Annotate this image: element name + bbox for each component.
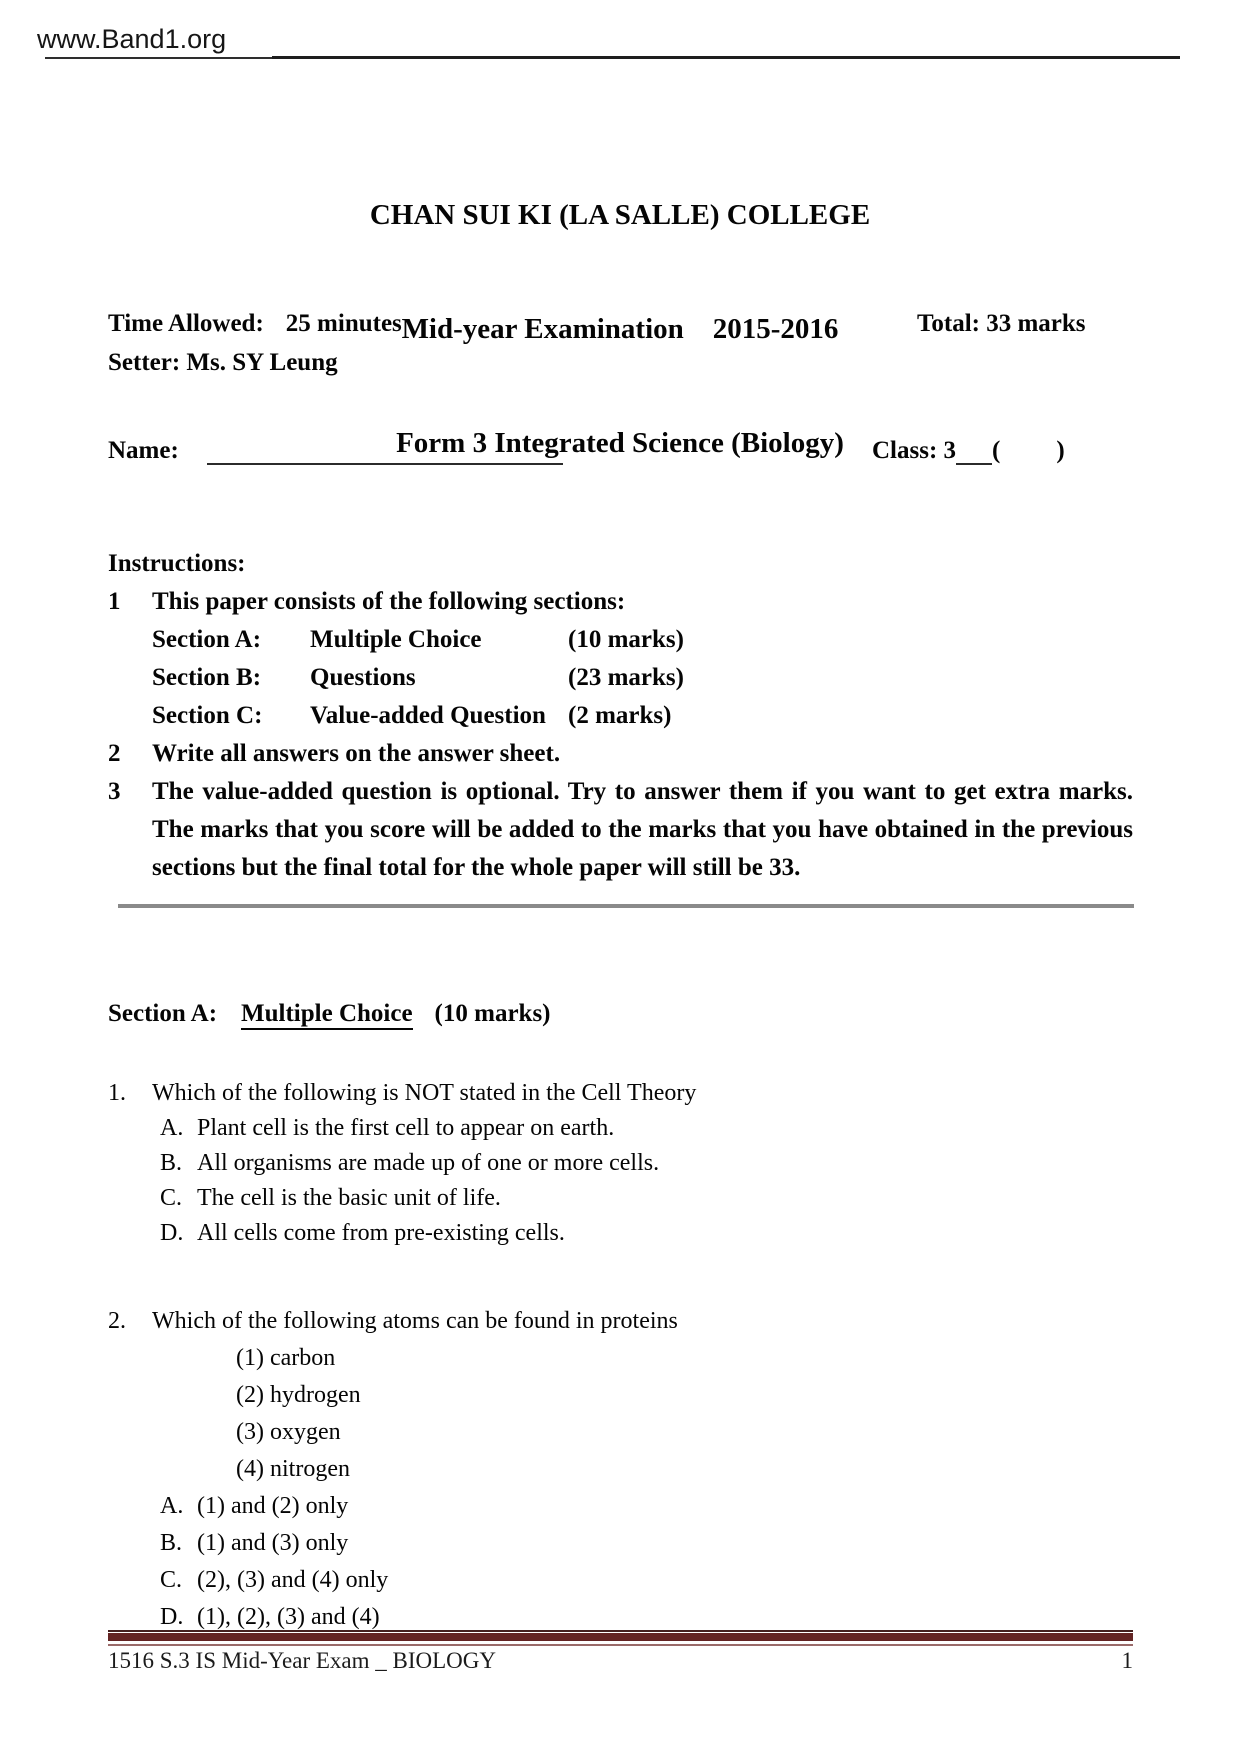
question-2-text: Which of the following atoms can be found in proteins [152, 1308, 678, 1334]
question-1-option-c [108, 1181, 1133, 1216]
question-2-statement-1: (1) carbon [236, 1345, 336, 1371]
section-row-a [152, 621, 1133, 659]
header-site-text: www.Band1.org [37, 24, 227, 54]
section-a-heading-label: Section A: [108, 1000, 218, 1027]
footer-document-title: 1516 S.3 IS Mid-Year Exam _ BIOLOGY [108, 1648, 497, 1673]
instruction-item-2 [108, 735, 1133, 773]
option-text: (1) and (2) only [197, 1493, 349, 1519]
instruction-item-1 [108, 583, 1133, 735]
section-a-label: Section A: [152, 626, 262, 653]
instruction-3-text: The value-added question is optional. Try to answer them if you want to get extra marks. The marks that you score will be added to the marks that you have obtained in the previous sections but the final total for the whole paper will still be 33. [152, 778, 1133, 881]
name-row [108, 437, 563, 465]
class-row [872, 437, 1065, 465]
name-blank-line [207, 440, 563, 465]
footer-rule-bar [108, 1633, 1133, 1641]
section-row-b [152, 659, 1133, 697]
time-allowed-label: Time Allowed: [108, 310, 264, 337]
question-1-option-d [108, 1216, 1133, 1251]
header-rule [272, 56, 1180, 59]
question-2 [108, 1303, 1133, 1636]
section-row-c [152, 697, 1133, 735]
section-b-label: Section B: [152, 664, 262, 691]
section-b-name: Questions [310, 664, 416, 691]
section-c-label: Section C: [152, 702, 263, 729]
option-text: (2), (3) and (4) only [197, 1567, 389, 1593]
total-marks: Total: 33 marks [917, 310, 1086, 337]
option-letter: B. [160, 1150, 183, 1176]
instruction-1-body [152, 583, 1133, 735]
exam-name: Mid-year Examination 2015-2016 [401, 313, 839, 345]
option-letter: A. [160, 1493, 184, 1519]
section-a-heading [108, 1000, 551, 1028]
question-2-statement-3: (3) oxygen [236, 1419, 341, 1445]
option-text: The cell is the basic unit of life. [197, 1185, 501, 1211]
option-letter: A. [160, 1115, 184, 1141]
instruction-2-number: 2 [108, 740, 121, 767]
footer-rule-bottom [108, 1644, 1133, 1646]
question-1-stem [108, 1076, 1133, 1111]
instructions-heading: Instructions: [108, 550, 246, 577]
question-1-number: 1. [108, 1080, 126, 1106]
option-text: All organisms are made up of one or more cells. [197, 1150, 660, 1176]
time-allowed-row [108, 310, 402, 338]
question-2-option-a [108, 1488, 1133, 1525]
subject-name: Form 3 Integrated Science (Biology) [396, 427, 844, 459]
question-2-statement-4: (4) nitrogen [236, 1456, 350, 1482]
question-2-statement-2: (2) hydrogen [236, 1382, 361, 1408]
instruction-2-text: Write all answers on the answer sheet. [152, 740, 561, 767]
footer-page-number: 1 [1121, 1648, 1133, 1673]
class-label: Class: 3 [872, 437, 957, 464]
class-blank-line [956, 440, 992, 465]
question-1-option-b [108, 1146, 1133, 1181]
instruction-item-3 [108, 773, 1133, 887]
question-2-option-b [108, 1525, 1133, 1562]
footer-rule-top [108, 1630, 1133, 1632]
question-1-text: Which of the following is NOT stated in the Cell Theory [152, 1080, 697, 1106]
paren-open: ( [992, 437, 1001, 464]
instructions-block [108, 545, 1133, 887]
paren-close: ) [1056, 437, 1065, 464]
section-b-marks: (23 marks) [568, 664, 684, 691]
option-letter: D. [160, 1220, 184, 1246]
question-1-option-a [108, 1111, 1133, 1146]
instruction-1-number: 1 [108, 588, 121, 615]
footer [108, 1648, 1133, 1674]
option-letter: C. [160, 1567, 183, 1593]
section-divider-rule [118, 904, 1134, 908]
section-a-heading-name: Multiple Choice [241, 1000, 413, 1030]
question-2-option-c [108, 1562, 1133, 1599]
instruction-1-text: This paper consists of the following sections: [152, 588, 626, 615]
setter: Setter: Ms. SY Leung [108, 349, 338, 376]
school-name: CHAN SUI KI (LA SALLE) COLLEGE [369, 199, 871, 231]
header-underline [45, 57, 273, 59]
option-text: (1) and (3) only [197, 1530, 349, 1556]
option-letter: B. [160, 1530, 183, 1556]
option-letter: D. [160, 1604, 184, 1630]
section-a-marks: (10 marks) [568, 626, 684, 653]
section-a-heading-marks: (10 marks) [434, 1000, 551, 1027]
question-1 [108, 1076, 1133, 1251]
instruction-3-number: 3 [108, 778, 121, 805]
option-letter: C. [160, 1185, 183, 1211]
section-c-name: Value-added Question [310, 702, 546, 729]
option-text: All cells come from pre-existing cells. [197, 1220, 565, 1246]
question-2-number: 2. [108, 1308, 126, 1334]
section-a-name: Multiple Choice [310, 626, 482, 653]
name-label: Name: [108, 437, 179, 464]
question-2-stem [108, 1303, 1133, 1340]
option-text: Plant cell is the first cell to appear on earth. [197, 1115, 615, 1141]
section-c-marks: (2 marks) [568, 702, 672, 729]
time-allowed-value: 25 minutes [285, 310, 402, 337]
option-text: (1), (2), (3) and (4) [197, 1604, 380, 1630]
